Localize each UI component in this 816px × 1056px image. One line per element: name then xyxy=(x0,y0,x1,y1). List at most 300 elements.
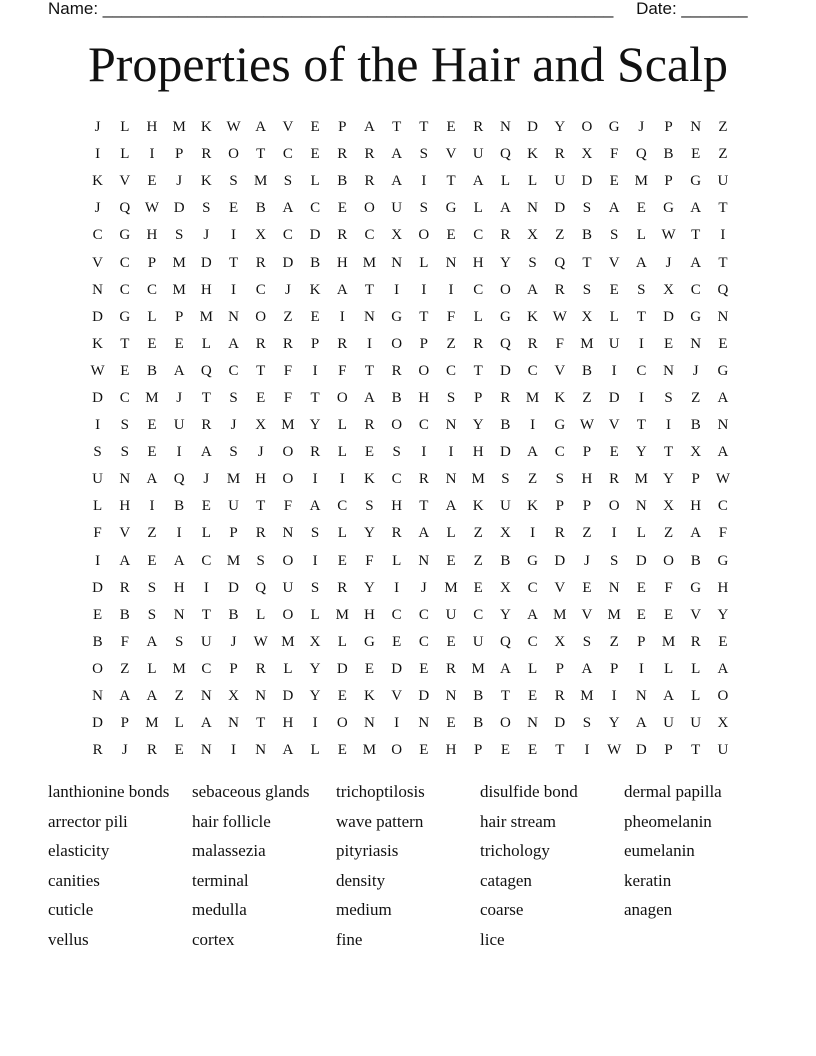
grid-letter: C xyxy=(201,552,212,569)
grid-letter: I xyxy=(95,146,101,163)
grid-letter: R xyxy=(364,146,375,163)
grid-letter: N xyxy=(391,254,403,271)
grid-letter: V xyxy=(554,579,566,596)
grid-letter: E xyxy=(419,660,429,677)
word-list-item: vellus xyxy=(48,929,89,949)
grid-letter: Z xyxy=(609,633,619,650)
grid-letter: L xyxy=(310,173,320,190)
grid-letter: L xyxy=(636,525,646,542)
grid-letter: Y xyxy=(554,119,566,136)
grid-letter: D xyxy=(581,173,593,190)
grid-letter: W xyxy=(579,417,595,434)
grid-letter: R xyxy=(418,471,429,488)
grid-letter: T xyxy=(256,715,266,732)
grid-letter: N xyxy=(635,688,647,705)
grid-letter: S xyxy=(392,444,401,461)
grid-letter: C xyxy=(391,606,402,623)
grid-letter: I xyxy=(638,335,644,352)
grid-letter: R xyxy=(364,173,375,190)
grid-letter: V xyxy=(581,606,593,623)
grid-letter: N xyxy=(445,688,457,705)
grid-letter: K xyxy=(92,173,104,190)
grid-letter: N xyxy=(717,308,729,325)
grid-letter: H xyxy=(472,444,484,461)
grid-letter: T xyxy=(201,606,211,623)
grid-letter: M xyxy=(281,633,295,650)
grid-letter: E xyxy=(364,660,375,677)
grid-letter: A xyxy=(364,119,375,136)
grid-letter: I xyxy=(312,471,318,488)
grid-letter: N xyxy=(445,417,457,434)
grid-letter: Y xyxy=(364,579,375,596)
grid-letter: D xyxy=(554,200,566,217)
grid-letter: Y xyxy=(635,444,647,461)
grid-letter: B xyxy=(473,688,484,705)
grid-letter: D xyxy=(663,308,674,325)
grid-letter: Y xyxy=(309,688,321,705)
grid-letter: I xyxy=(394,579,400,596)
grid-letter: B xyxy=(581,227,592,244)
grid-letter: Z xyxy=(663,525,674,542)
grid-letter: U xyxy=(200,633,212,650)
grid-letter: B xyxy=(663,146,674,163)
grid-letter: L xyxy=(256,606,266,623)
grid-letter: P xyxy=(310,335,320,352)
grid-letter: A xyxy=(581,660,593,677)
grid-letter: B xyxy=(146,362,157,379)
grid-letter: S xyxy=(120,444,129,461)
grid-letter: N xyxy=(200,742,212,759)
grid-letter: Q xyxy=(554,254,566,271)
grid-letter: Y xyxy=(472,417,484,434)
grid-letter: A xyxy=(391,146,403,163)
grid-letter: L xyxy=(691,660,701,677)
grid-letter: I xyxy=(176,444,182,461)
grid-letter: K xyxy=(527,146,539,163)
grid-letter: N xyxy=(445,471,457,488)
grid-letter: E xyxy=(663,335,674,352)
grid-letter: J xyxy=(230,633,237,650)
grid-letter: T xyxy=(636,417,646,434)
grid-letter: O xyxy=(282,471,294,488)
grid-letter: R xyxy=(146,742,157,759)
grid-letter: L xyxy=(528,173,538,190)
word-list-item: lanthionine bonds xyxy=(48,782,170,801)
grid-letter: D xyxy=(499,362,511,379)
grid-letter: I xyxy=(339,308,345,325)
grid-letter: F xyxy=(609,146,619,163)
grid-letter: F xyxy=(338,362,347,379)
grid-letter: I xyxy=(203,579,209,596)
grid-letter: R xyxy=(255,525,266,542)
grid-letter: R xyxy=(473,119,484,136)
grid-letter: R xyxy=(609,471,620,488)
grid-letter: E xyxy=(446,227,456,244)
grid-letter: O xyxy=(391,742,403,759)
grid-letter: G xyxy=(690,579,702,596)
grid-letter: A xyxy=(635,254,647,271)
grid-letter: T xyxy=(419,498,429,515)
grid-letter: V xyxy=(554,362,566,379)
word-list xyxy=(48,780,768,958)
grid-letter: U xyxy=(472,633,484,650)
grid-letter: Q xyxy=(635,146,647,163)
grid-letter: A xyxy=(635,715,647,732)
grid-letter: T xyxy=(364,362,375,379)
grid-letter: V xyxy=(282,119,294,136)
grid-letter: B xyxy=(255,200,266,217)
grid-letter: K xyxy=(364,688,375,705)
grid-letter: P xyxy=(174,308,184,325)
grid-letter: I xyxy=(339,471,345,488)
grid-letter: I xyxy=(176,525,182,542)
grid-letter: C xyxy=(418,606,429,623)
grid-letter: I xyxy=(231,742,237,759)
grid-letter: T xyxy=(691,227,701,244)
grid-letter: N xyxy=(228,308,239,325)
grid-letter: E xyxy=(663,606,674,623)
grid-letter: A xyxy=(717,389,729,406)
grid-letter: B xyxy=(391,389,402,406)
grid-letter: B xyxy=(228,606,239,623)
grid-letter: H xyxy=(255,471,267,488)
word-list-item: cortex xyxy=(192,929,235,949)
grid-letter: L xyxy=(337,525,347,542)
grid-letter: G xyxy=(499,308,511,325)
grid-letter: N xyxy=(717,417,729,434)
grid-letter: E xyxy=(718,335,728,352)
grid-letter: M xyxy=(525,389,540,406)
grid-letter: C xyxy=(418,417,429,434)
grid-letter: D xyxy=(499,444,511,461)
grid-letter: B xyxy=(690,417,701,434)
grid-letter: S xyxy=(202,200,211,217)
grid-letter: R xyxy=(255,660,266,677)
grid-letter: A xyxy=(391,173,403,190)
grid-letter: D xyxy=(92,579,104,596)
grid-letter: A xyxy=(336,281,348,298)
grid-letter: E xyxy=(174,335,184,352)
grid-letter: S xyxy=(555,471,564,488)
grid-letter: K xyxy=(92,335,104,352)
grid-letter: M xyxy=(172,119,186,136)
grid-letter: U xyxy=(282,579,294,596)
grid-letter: C xyxy=(310,200,321,217)
grid-letter: B xyxy=(119,606,130,623)
grid-letter: M xyxy=(172,660,186,677)
grid-letter: C xyxy=(119,254,130,271)
grid-letter: I xyxy=(611,362,617,379)
grid-letter: Z xyxy=(582,525,592,542)
grid-letter: E xyxy=(419,742,429,759)
grid-letter: P xyxy=(664,119,673,136)
grid-letter: I xyxy=(394,715,400,732)
grid-letter: I xyxy=(638,660,644,677)
grid-letter: H xyxy=(173,579,185,596)
grid-letter: M xyxy=(362,254,377,271)
grid-letter: C xyxy=(690,281,701,298)
grid-letter: M xyxy=(634,471,649,488)
grid-letter: B xyxy=(581,362,592,379)
grid-letter: Y xyxy=(499,606,511,623)
grid-letter: D xyxy=(282,254,294,271)
page-title: Properties of the Hair and Scalp xyxy=(87,36,729,92)
grid-letter: E xyxy=(337,688,347,705)
grid-letter: L xyxy=(201,335,211,352)
grid-letter: Y xyxy=(608,715,620,732)
grid-letter: M xyxy=(281,417,295,434)
grid-letter: I xyxy=(448,444,454,461)
grid-letter: N xyxy=(364,715,375,732)
grid-letter: E xyxy=(147,173,157,190)
grid-letter: E xyxy=(691,146,701,163)
grid-letter: G xyxy=(690,308,702,325)
name-label: Name: ______________________________________________________ xyxy=(48,0,614,18)
grid-letter: O xyxy=(581,119,593,136)
grid-letter: E xyxy=(364,444,375,461)
grid-letter: P xyxy=(419,335,429,352)
grid-letter: R xyxy=(337,227,348,244)
grid-letter: J xyxy=(692,362,699,379)
grid-letter: Q xyxy=(255,579,267,596)
grid-letter: Z xyxy=(120,660,130,677)
grid-letter: A xyxy=(200,444,212,461)
grid-letter: E xyxy=(446,715,456,732)
grid-letter: N xyxy=(527,200,539,217)
grid-letter: F xyxy=(555,335,564,352)
grid-letter: K xyxy=(200,119,212,136)
grid-letter: T xyxy=(555,742,565,759)
grid-letter: F xyxy=(93,525,102,542)
grid-letter: M xyxy=(226,552,241,569)
grid-letter: M xyxy=(553,606,567,623)
grid-letter: D xyxy=(309,227,321,244)
word-list-item: arrector pili xyxy=(48,811,128,831)
grid-letter: U xyxy=(472,146,484,163)
grid-letter: P xyxy=(664,173,673,190)
grid-letter: A xyxy=(663,688,674,705)
word-list-item: hair stream xyxy=(480,811,556,831)
grid-letter: T xyxy=(718,254,728,271)
grid-letter: E xyxy=(93,606,103,623)
grid-letter: E xyxy=(446,633,456,650)
grid-letter: P xyxy=(474,389,483,406)
grid-letter: U xyxy=(228,498,239,515)
grid-letter: L xyxy=(446,525,456,542)
grid-letter: T xyxy=(201,389,211,406)
grid-letter: N xyxy=(119,471,131,488)
grid-letter: Q xyxy=(119,200,131,217)
grid-letter: A xyxy=(282,742,294,759)
grid-letter: N xyxy=(92,281,104,298)
grid-letter: U xyxy=(173,417,185,434)
grid-letter: H xyxy=(391,498,403,515)
grid-letter: S xyxy=(174,227,184,244)
grid-letter: Z xyxy=(174,688,184,705)
grid-letter: C xyxy=(337,498,348,515)
word-list-item: elasticity xyxy=(48,841,110,861)
grid-letter: Q xyxy=(499,335,511,352)
grid-letter: N xyxy=(200,688,212,705)
grid-letter: G xyxy=(608,119,620,136)
grid-letter: D xyxy=(608,389,620,406)
grid-letter: B xyxy=(92,633,103,650)
letter-grid xyxy=(84,114,737,764)
grid-letter: D xyxy=(336,660,348,677)
grid-letter: Y xyxy=(499,254,511,271)
grid-letter: B xyxy=(500,552,511,569)
word-list-item: catagen xyxy=(480,870,532,890)
grid-letter: G xyxy=(690,173,702,190)
grid-letter: A xyxy=(200,715,212,732)
grid-letter: I xyxy=(720,227,726,244)
grid-letter: U xyxy=(663,715,674,732)
grid-letter: W xyxy=(144,200,160,217)
grid-letter: G xyxy=(445,200,457,217)
grid-letter: J xyxy=(94,119,101,136)
grid-letter: C xyxy=(146,281,157,298)
word-list-item: pheomelanin xyxy=(624,811,712,831)
grid-letter: K xyxy=(364,471,375,488)
grid-letter: A xyxy=(146,633,158,650)
grid-letter: L xyxy=(636,227,646,244)
grid-letter: X xyxy=(309,633,321,650)
grid-letter: V xyxy=(119,173,131,190)
grid-letter: R xyxy=(92,742,103,759)
grid-letter: R xyxy=(201,417,212,434)
grid-letter: N xyxy=(92,688,104,705)
word-list-item: disulfide bond xyxy=(480,782,578,801)
grid-letter: E xyxy=(201,498,211,515)
grid-letter: I xyxy=(366,335,372,352)
grid-letter: O xyxy=(391,417,403,434)
grid-letter: Y xyxy=(717,606,729,623)
grid-letter: L xyxy=(337,417,347,434)
grid-letter: D xyxy=(527,119,539,136)
word-list-item: coarse xyxy=(480,900,524,920)
grid-letter: N xyxy=(445,254,457,271)
grid-letter: O xyxy=(499,715,511,732)
grid-letter: R xyxy=(364,417,375,434)
grid-letter: Z xyxy=(283,308,293,325)
grid-letter: G xyxy=(663,200,674,217)
grid-letter: E xyxy=(582,579,592,596)
grid-letter: R xyxy=(119,579,130,596)
grid-letter: J xyxy=(420,579,427,596)
grid-letter: L xyxy=(147,660,157,677)
grid-letter: U xyxy=(608,335,620,352)
grid-letter: E xyxy=(528,742,538,759)
grid-letter: A xyxy=(690,254,702,271)
grid-letter: E xyxy=(609,281,619,298)
grid-letter: L xyxy=(609,308,619,325)
grid-letter: R xyxy=(391,525,402,542)
grid-letter: S xyxy=(528,254,537,271)
grid-letter: L xyxy=(419,254,429,271)
grid-letter: L xyxy=(310,606,320,623)
grid-letter: R xyxy=(337,579,348,596)
grid-letter: Q xyxy=(200,362,212,379)
grid-letter: Z xyxy=(555,227,565,244)
grid-letter: H xyxy=(146,227,158,244)
word-list-item: density xyxy=(336,870,386,890)
grid-letter: H xyxy=(472,254,484,271)
grid-letter: J xyxy=(257,444,264,461)
grid-letter: V xyxy=(445,146,457,163)
grid-letter: O xyxy=(418,227,430,244)
grid-letter: I xyxy=(231,281,237,298)
grid-letter: F xyxy=(365,552,374,569)
grid-letter: P xyxy=(229,660,238,677)
grid-letter: O xyxy=(282,606,294,623)
word-list-item: terminal xyxy=(192,870,249,890)
grid-letter: L xyxy=(500,173,510,190)
grid-letter: S xyxy=(310,579,320,596)
grid-letter: F xyxy=(120,633,129,650)
grid-letter: N xyxy=(282,525,294,542)
grid-letter: I xyxy=(149,498,155,515)
grid-letter: A xyxy=(472,173,484,190)
grid-letter: J xyxy=(203,471,210,488)
date-label: Date: _______ xyxy=(636,0,748,18)
grid-letter: I xyxy=(421,173,427,190)
grid-letter: D xyxy=(282,688,294,705)
grid-letter: E xyxy=(636,606,646,623)
grid-letter: P xyxy=(338,119,347,136)
grid-letter: H xyxy=(690,498,702,515)
grid-letter: T xyxy=(392,119,402,136)
grid-letter: A xyxy=(499,660,511,677)
grid-letter: C xyxy=(418,633,429,650)
grid-letter: T xyxy=(228,254,239,271)
grid-letter: I xyxy=(448,281,454,298)
grid-letter: N xyxy=(255,688,267,705)
grid-letter: K xyxy=(472,498,484,515)
grid-letter: T xyxy=(446,173,456,190)
grid-letter: A xyxy=(309,498,321,515)
grid-letter: T xyxy=(691,742,701,759)
grid-letter: E xyxy=(528,688,538,705)
grid-letter: M xyxy=(172,281,186,298)
grid-letter: M xyxy=(362,742,377,759)
grid-letter: M xyxy=(226,471,241,488)
grid-letter: Q xyxy=(499,633,511,650)
grid-letter: J xyxy=(121,742,128,759)
grid-letter: E xyxy=(147,417,157,434)
grid-letter: Z xyxy=(718,146,728,163)
grid-letter: A xyxy=(146,688,158,705)
grid-letter: R xyxy=(527,335,538,352)
grid-letter: P xyxy=(555,498,564,515)
grid-letter: S xyxy=(365,498,374,515)
grid-letter: S xyxy=(609,227,619,244)
grid-letter: X xyxy=(554,633,566,650)
grid-letter: X xyxy=(527,227,539,244)
grid-letter: E xyxy=(473,579,483,596)
grid-letter: D xyxy=(200,254,212,271)
grid-letter: S xyxy=(582,200,592,217)
grid-letter: S xyxy=(229,444,238,461)
grid-letter: J xyxy=(203,227,210,244)
grid-letter: L xyxy=(337,444,347,461)
grid-letter: T xyxy=(636,308,646,325)
grid-letter: I xyxy=(638,389,644,406)
grid-letter: R xyxy=(554,281,565,298)
grid-letter: U xyxy=(717,742,729,759)
grid-letter: T xyxy=(310,389,320,406)
grid-letter: I xyxy=(231,227,237,244)
grid-letter: H xyxy=(418,389,430,406)
